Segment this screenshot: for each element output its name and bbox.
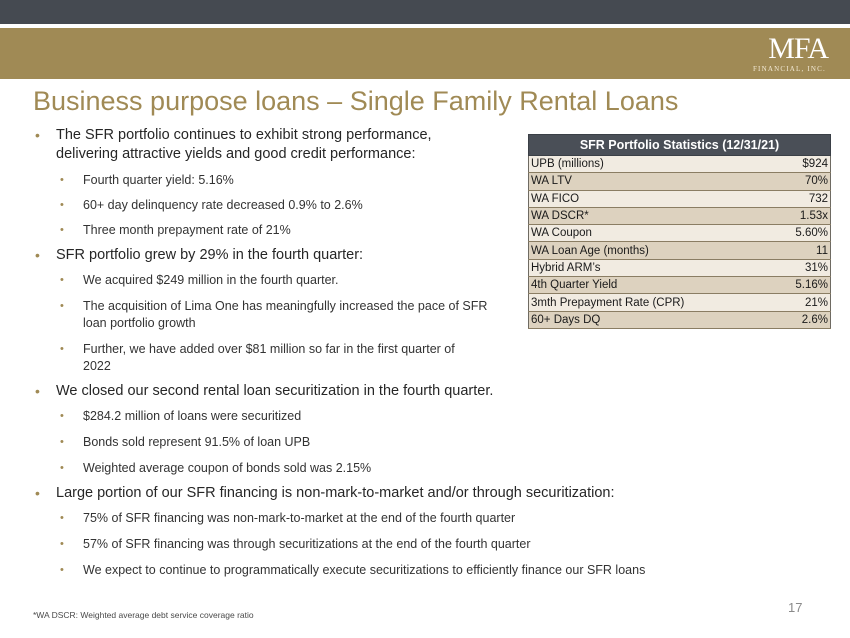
sub-bullet-continue: • We expect to continue to programmatically execute securitizations to efficiently finance our SFR loans <box>33 562 813 579</box>
company-logo <box>678 34 828 74</box>
row-label: 4th Quarter Yield <box>529 277 774 294</box>
sub-bullet-through-securitizations: • 57% of SFR financing was through securitizations at the end of the fourth quarter <box>33 536 813 553</box>
table-row <box>529 259 831 276</box>
page-number: 17 <box>788 600 803 615</box>
sfr-portfolio-statistics-table <box>528 134 831 329</box>
sub-bullet-acquired: • We acquired $249 million in the fourth quarter. <box>33 272 813 289</box>
sub-bullet-coupon: • Weighted average coupon of bonds sold was 2.15% <box>33 460 813 477</box>
row-value: 732 <box>773 190 831 207</box>
bullet-sfr-performance: • The SFR portfolio continues to exhibit strong performance, delivering attractive yields and good credit performance: <box>33 126 496 164</box>
row-value: 1.53x <box>773 207 831 224</box>
table-header: SFR Portfolio Statistics (12/31/21) <box>529 135 831 156</box>
bullet-financing: • Large portion of our SFR financing is non-mark-to-market and/or through securitization: <box>33 484 813 503</box>
sub-bullet-non-mtm: • 75% of SFR financing was non-mark-to-market at the end of the fourth quarter <box>33 510 813 527</box>
bullet-securitization: • We closed our second rental loan securitization in the fourth quarter. <box>33 382 813 401</box>
row-value: 11 <box>773 242 831 259</box>
table-row <box>529 173 831 190</box>
sub-bullet-delinquency: • 60+ day delinquency rate decreased 0.9% to 2.6% <box>33 197 813 214</box>
row-label: UPB (millions) <box>529 156 774 173</box>
row-value: 21% <box>773 294 831 311</box>
row-value: 5.60% <box>773 225 831 242</box>
sub-bullet-first-quarter: • Further, we have added over $81 million so far in the first quarter of 2022 <box>33 341 483 375</box>
row-label: 3mth Prepayment Rate (CPR) <box>529 294 774 311</box>
table-row <box>529 190 831 207</box>
table-row <box>529 311 831 328</box>
footnote: *WA DSCR: Weighted average debt service coverage ratio <box>33 610 254 620</box>
sub-bullet-prepayment: • Three month prepayment rate of 21% <box>33 222 813 239</box>
row-label: WA FICO <box>529 190 774 207</box>
row-value: 2.6% <box>773 311 831 328</box>
top-dark-bar <box>0 0 850 24</box>
sub-bullet-yield: • Fourth quarter yield: 5.16% <box>33 172 813 189</box>
row-label: Hybrid ARM’s <box>529 259 774 276</box>
row-value: 5.16% <box>773 277 831 294</box>
table-row <box>529 242 831 259</box>
row-label: WA Loan Age (months) <box>529 242 774 259</box>
bullet-sfr-growth: • SFR portfolio grew by 29% in the fourth quarter: <box>33 246 813 265</box>
row-value: 31% <box>773 259 831 276</box>
row-value: $924 <box>773 156 831 173</box>
logo-subtitle: FINANCIAL, INC. <box>752 65 826 73</box>
row-label: WA Coupon <box>529 225 774 242</box>
row-value: 70% <box>773 173 831 190</box>
sub-bullet-bonds-sold: • Bonds sold represent 91.5% of loan UPB <box>33 434 813 451</box>
sub-bullet-lima-one: • The acquisition of Lima One has meaningfully increased the pace of SFR loan portfolio growth <box>33 298 491 332</box>
logo-mark: MFA <box>768 32 828 65</box>
row-label: WA DSCR* <box>529 207 774 224</box>
row-label: 60+ Days DQ <box>529 311 774 328</box>
table-row <box>529 277 831 294</box>
row-label: WA LTV <box>529 173 774 190</box>
table-row <box>529 207 831 224</box>
table-row <box>529 156 831 173</box>
slide-title: Business purpose loans – Single Family Rental Loans <box>33 86 679 116</box>
table-row <box>529 225 831 242</box>
sub-bullet-securitized: • $284.2 million of loans were securitized <box>33 408 813 425</box>
table-row <box>529 294 831 311</box>
